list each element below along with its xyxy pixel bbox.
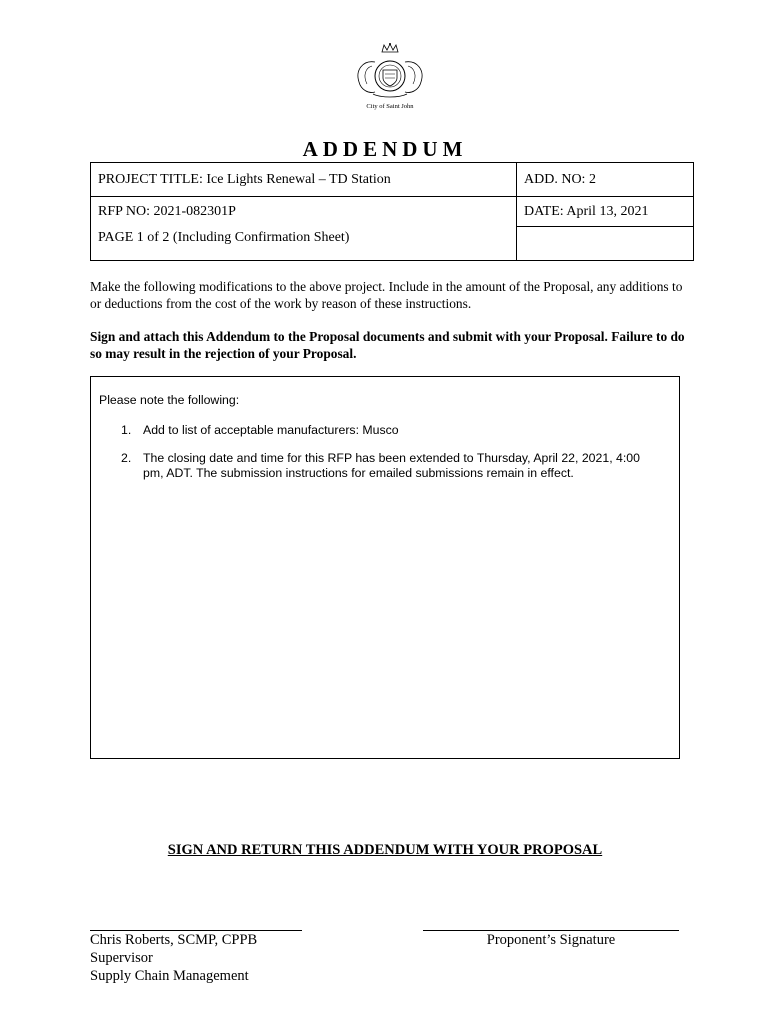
list-item-number: 1. (121, 423, 132, 437)
signer-block (90, 931, 257, 985)
city-seal-logo (345, 42, 435, 112)
notice-box (90, 376, 680, 759)
list-item (121, 423, 663, 438)
notice-list (121, 423, 663, 494)
list-item-text: Add to list of acceptable manufacturers: Musco (143, 423, 399, 437)
list-item (121, 451, 663, 481)
document-heading: ADDENDUM (302, 137, 468, 161)
signer-department: Supply Chain Management (90, 968, 249, 984)
signer-title: Supervisor (90, 950, 153, 966)
return-instruction: SIGN AND RETURN THIS ADDENDUM WITH YOUR PROPOSAL (167, 842, 603, 858)
list-item-text: The closing date and time for this RFP has been extended to Thursday, April 22, 2021, 4:00 pm, ADT. The submission instructions for emailed submissions remain in effect. (143, 451, 640, 480)
list-item-number: 2. (121, 451, 132, 465)
page-count-cell: PAGE 1 of 2 (Including Confirmation Sheet) (91, 227, 517, 261)
date-cell: DATE: April 13, 2021 (517, 197, 694, 227)
signer-name: Chris Roberts, SCMP, CPPB (90, 932, 258, 948)
project-title-cell: PROJECT TITLE: Ice Lights Renewal – TD Station (91, 163, 517, 197)
signature-warning: Sign and attach this Addendum to the Proposal documents and submit with your Proposal. Failure to do so may result in the rejection of your Proposal. (90, 329, 685, 361)
rfp-number-cell: RFP NO: 2021-082301P (91, 197, 517, 227)
proponent-signature-label: Proponent’s Signature (486, 932, 616, 948)
notice-intro: Please note the following: (99, 393, 240, 407)
seal-caption: City of Saint John (366, 103, 414, 110)
empty-cell (517, 227, 694, 261)
addendum-header-table (90, 162, 694, 261)
instructions-paragraph: Make the following modifications to the above project. Include in the amount of the Proposal, any additions to or deductions from the cost of the work by reason of these instructions. (90, 279, 683, 311)
addendum-number-cell: ADD. NO: 2 (517, 163, 694, 197)
